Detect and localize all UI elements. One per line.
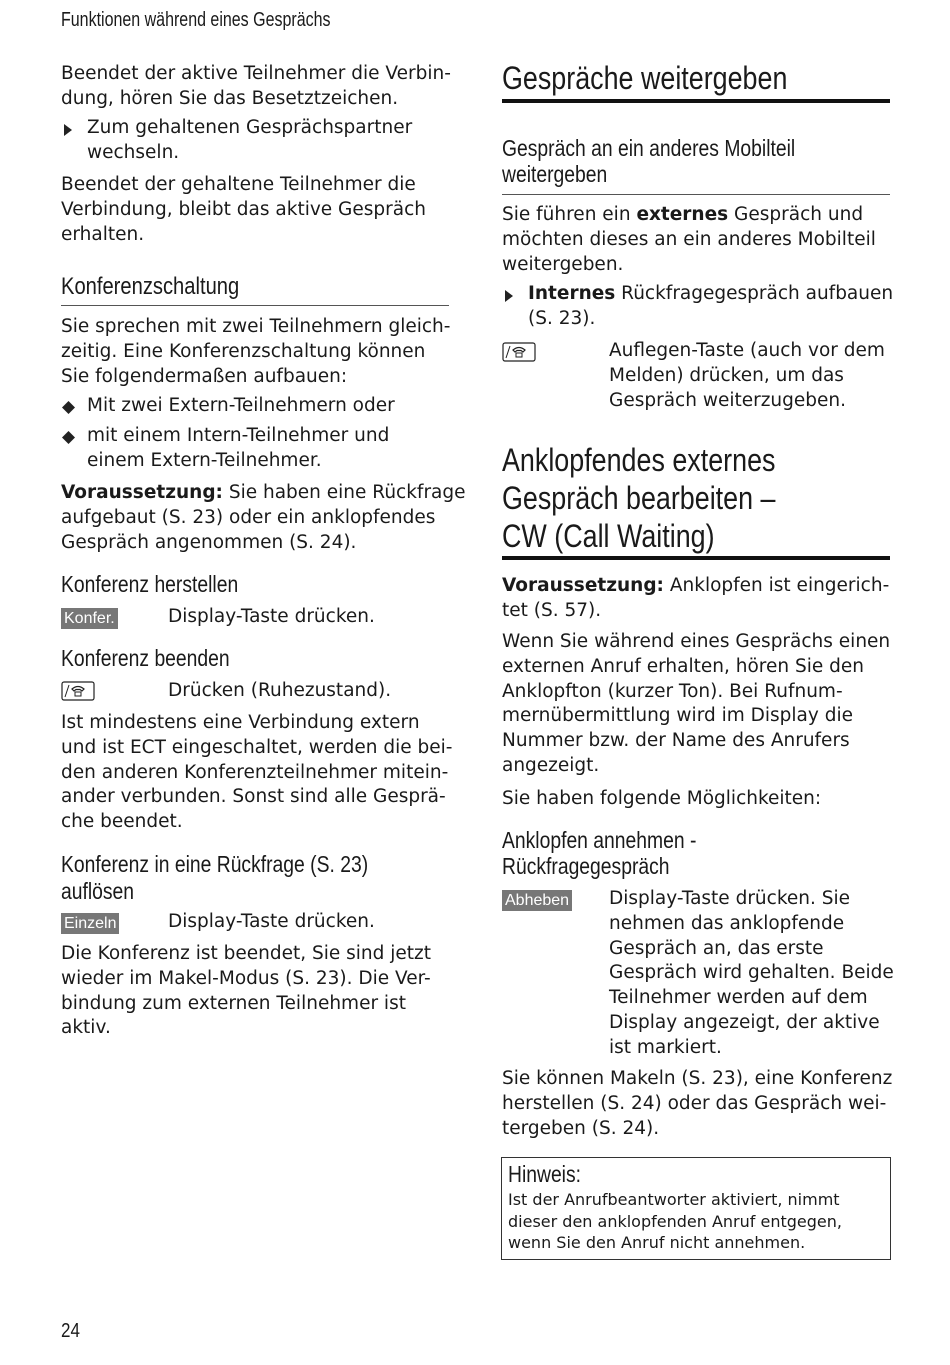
text-line: Zum gehaltenen Gesprächspartner [87, 117, 413, 138]
beenden-paragraph [61, 711, 453, 835]
hint-box [501, 1157, 891, 1260]
end-call-key-icon[interactable] [502, 342, 536, 362]
bullet-item [87, 394, 449, 419]
text-line: dung, hören Sie das Besetztzeichen. [61, 87, 399, 109]
section-title-anklopfen [502, 441, 775, 555]
title-line: CW (Call Waiting) [502, 518, 715, 554]
step-internal-call [528, 282, 894, 332]
diamond-bullet-icon [62, 431, 75, 444]
weitergeben-paragraph [502, 203, 890, 277]
text-line: Anklopfen ist eingerich- [663, 575, 890, 596]
title-line: auflösen [61, 878, 135, 904]
bullet-item [87, 424, 449, 474]
page-number: 24 [61, 1320, 80, 1342]
text-line: tergeben (S. 24). [502, 1117, 660, 1139]
text-line: externen Anruf erhalten, hören Sie den [502, 655, 864, 677]
title-line: Gespräch an ein anderes Mobilteil [502, 135, 796, 161]
softkey-konfer[interactable]: Konfer. [61, 608, 118, 629]
softkey-abheben[interactable]: Abheben [502, 890, 572, 911]
text-line: Display-Taste drücken. Sie [609, 888, 851, 909]
text-line: Display angezeigt, der aktive [609, 1011, 880, 1033]
key-description [609, 339, 890, 413]
text-line: Ist mindestens eine Verbindung extern [61, 712, 420, 733]
emphasis: Internes [528, 283, 616, 304]
text-line: Beendet der gehaltene Teilnehmer die [61, 174, 416, 195]
section-title-konferenzschaltung: Konferenzschaltung [61, 273, 240, 300]
text-line: einem Extern-Teilnehmer. [87, 449, 322, 471]
text-line: aktiv. [61, 1017, 111, 1039]
text-line: dieser den anklopfenden Anruf entgegen, [508, 1211, 842, 1231]
text-run: Rückfragegespräch aufbauen [615, 283, 894, 304]
subsection-title-annehmen [502, 827, 696, 879]
text-line: Beendet der aktive Teilnehmer die Verbin- [61, 63, 451, 84]
diamond-bullet-icon [62, 401, 75, 414]
title-line: Anklopfen annehmen - [502, 827, 697, 853]
text-line: che beendet. [61, 811, 183, 833]
subsection-title-aufloesen [61, 851, 368, 905]
title-line: Konferenz in eine Rückfrage (S. 23) [61, 851, 369, 877]
hint-title: Hinweis: [508, 1161, 582, 1187]
intro-paragraph-2 [61, 173, 449, 247]
softkey-einzeln[interactable]: Einzeln [61, 913, 119, 934]
prerequisite-paragraph [502, 574, 890, 624]
emphasis: externes [636, 204, 729, 225]
text-line: Nummer bzw. der Name des Anrufers [502, 730, 850, 752]
anklopfen-paragraph [502, 630, 890, 779]
intro-paragraph-1 [61, 62, 449, 112]
text-line: Gespräch an, das erste [609, 937, 824, 959]
text-line: Wenn Sie während eines Gesprächs einen [502, 631, 891, 652]
text-run: Gespräch und [728, 204, 864, 225]
title-line: Rückfragegespräch [502, 853, 670, 879]
text-line: den anderen Konferenzteilnehmer mitein- [61, 761, 449, 783]
section-divider [61, 305, 449, 306]
text-line: Gespräch angenommen (S. 24). [61, 531, 357, 553]
prerequisite-paragraph [61, 481, 466, 555]
subsection-title-mobilteil [502, 135, 795, 187]
hint-text [508, 1189, 842, 1254]
text-line: tet (S. 57). [502, 599, 602, 621]
text-line: bindung zum externen Teilnehmer ist [61, 992, 406, 1014]
text-line: Melden) drücken, um das [609, 364, 844, 386]
text-line: Mit zwei Extern-Teilnehmern oder [87, 395, 395, 416]
text-line: aufgebaut (S. 23) oder ein anklopfendes [61, 506, 436, 528]
text-line: zeitig. Eine Konferenzschaltung können [61, 340, 426, 362]
text-line: weitergeben. [502, 253, 624, 275]
text-line: Sie können Makeln (S. 23), eine Konferenz [502, 1068, 893, 1089]
text-line: wenn Sie den Anruf nicht annehmen. [508, 1233, 806, 1252]
text-line: mit einem Intern-Teilnehmer und [87, 425, 390, 446]
text-line: Gespräch weiterzugeben. [609, 389, 847, 411]
text-line: Sie folgendermaßen aufbauen: [61, 365, 348, 387]
text-line: erhalten. [61, 223, 145, 245]
subsection-title-herstellen: Konferenz herstellen [61, 571, 239, 597]
text-line: möchten dieses an ein anderes Mobilteil [502, 228, 876, 250]
step-switch-partner [87, 116, 449, 166]
text-line: herstellen (S. 24) oder das Gespräch wei- [502, 1092, 887, 1114]
triangle-bullet-icon [63, 123, 73, 137]
konferenz-intro [61, 315, 449, 389]
prerequisite-label: Voraussetzung: [502, 575, 664, 596]
aufloesen-paragraph [61, 942, 449, 1041]
text-line: ander verbunden. Sonst sind alle Gesprä- [61, 786, 446, 808]
text-line: Ist der Anrufbeantworter aktiviert, nimmt [508, 1190, 840, 1209]
text-line: Sie haben folgende Möglichkeiten: [502, 788, 822, 809]
text-line: Verbindung, bleibt das aktive Gespräch [61, 198, 426, 220]
text-line: (S. 23). [528, 307, 596, 329]
softkey-description: Display-Taste drücken. [168, 606, 375, 627]
text-line: Gespräch wird gehalten. Beide [609, 962, 894, 984]
text-line: Auflegen-Taste (auch vor dem [609, 340, 885, 361]
text-line: wieder im Makel-Modus (S. 23). Die Ver- [61, 967, 431, 989]
title-line: Gespräch bearbeiten – [502, 480, 776, 516]
end-call-key-icon[interactable] [61, 681, 95, 701]
text-line: Sie sprechen mit zwei Teilnehmern gleich- [61, 316, 451, 337]
text-line: Teilnehmer werden auf dem [609, 987, 868, 1009]
key-description: Drücken (Ruhezustand). [168, 680, 392, 701]
title-line: weitergeben [502, 161, 608, 187]
options-paragraph [502, 787, 890, 812]
section-thick-rule [502, 99, 890, 103]
triangle-bullet-icon [504, 289, 514, 303]
softkey-description [609, 887, 894, 1061]
text-line: Sie haben eine Rückfrage [222, 482, 466, 503]
subsection-divider [502, 194, 890, 195]
text-run: Sie führen ein [502, 204, 637, 225]
text-line: nehmen das anklopfende [609, 912, 845, 934]
text-line: mernübermittlung wird im Display die [502, 705, 853, 727]
section-title-weitergeben: Gespräche weitergeben [502, 60, 788, 96]
running-header: Funktionen während eines Gesprächs [61, 9, 331, 31]
after-paragraph [502, 1067, 893, 1141]
text-line: Die Konferenz ist beendet, Sie sind jetzt [61, 943, 431, 964]
prerequisite-label: Voraussetzung: [61, 482, 223, 503]
text-line: angezeigt. [502, 754, 600, 776]
title-line: Anklopfendes externes [502, 442, 776, 478]
text-line: Anklopfton (kurzer Ton). Bei Rufnum- [502, 680, 843, 702]
section-thick-rule [502, 556, 890, 560]
text-line: und ist ECT eingeschaltet, werden die bei- [61, 736, 453, 758]
text-line: ist markiert. [609, 1036, 722, 1058]
text-line: wechseln. [87, 141, 180, 163]
softkey-description: Display-Taste drücken. [168, 911, 375, 932]
subsection-title-beenden: Konferenz beenden [61, 645, 230, 671]
